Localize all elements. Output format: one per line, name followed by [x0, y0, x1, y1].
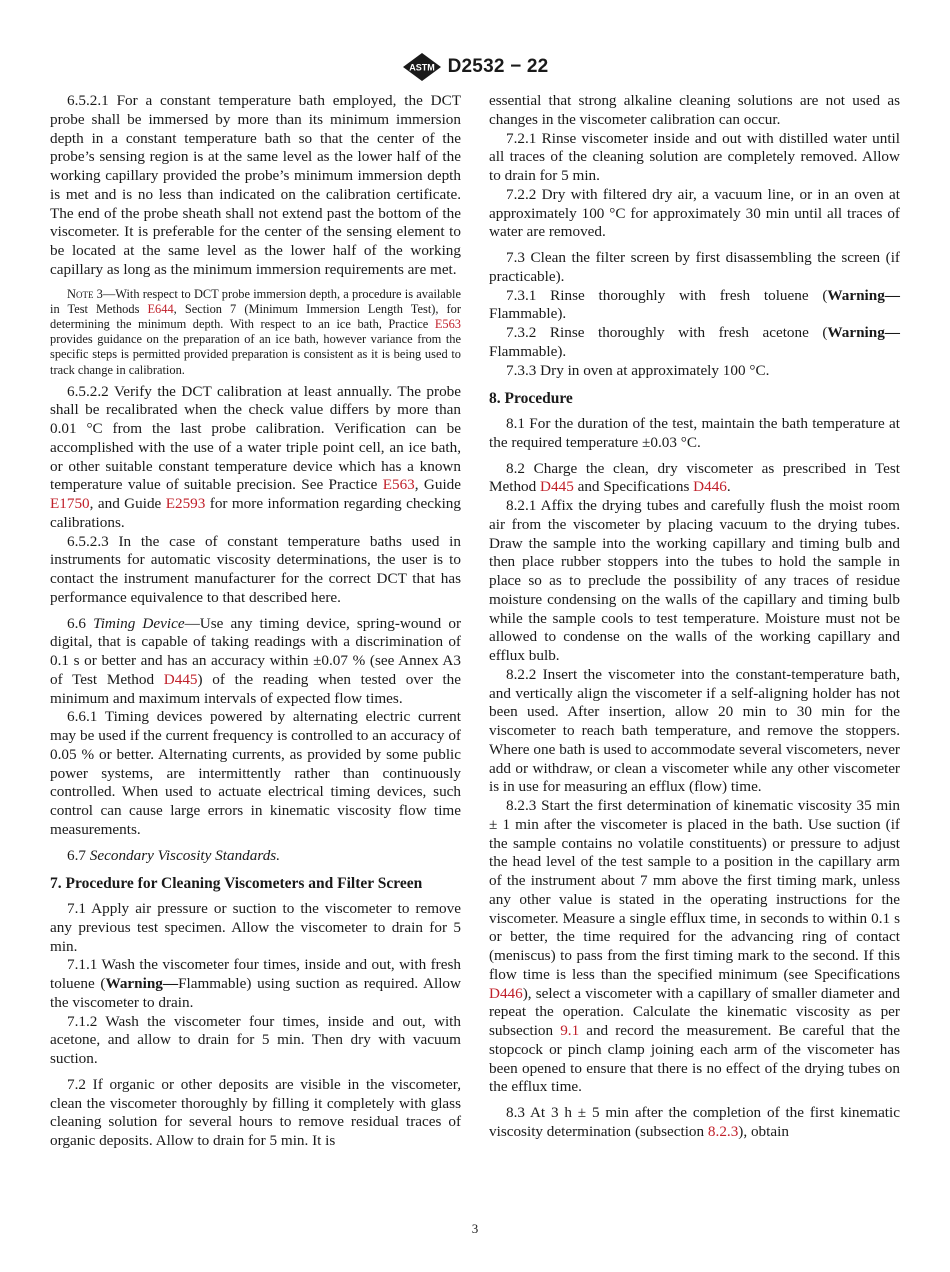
para-8-3: 8.3 At 3 h ± 5 min after the completion of the first kinematic viscosity determination (subsection 8.2.3), obtain	[489, 1104, 900, 1140]
para-8-2: 8.2 Charge the clean, dry viscometer as prescribed in Test Method D445 and Specifications D446.	[489, 459, 900, 496]
para-8-2-3: 8.2.3 Start the first determination of kinematic viscosity 35 min ± 1 min after the viscometer is placed in the bath. Use suction (if the sample contains no volatile constituents) or pressure to adjust the head level of the test sample to a position in the capillary arm of the instrument about 7 mm above the first timing mark, unless any other value is stated in the operating instructions for the viscometer. Measure a single efflux time, in seconds to within 0.1 s or better, the time required for the advancing ring of contact (meniscus) to pass from the first timing mark to the second. If this flow time is less than the specified minimum (see Specifications D446), select a viscometer with a capillary of smaller diameter and repeat the operation. Calculate the kinematic viscosity as per subsection 9.1 and record the measurement. Be careful that the stopcock or pinch clamp joining each arm of the viscometer has been opened to ensure that there is no effect of the drying tubes on the efflux time.	[489, 797, 900, 1096]
note-3: Note 3—With respect to DCT probe immersion depth, a procedure is available in Test Methods E644, Section 7 (Minimum Immersion Length Test), for determining the minimum depth. With respect to an ice bath, Practice E563 provides guidance on the preparation of an ice bath, however variance from the specific steps is permitted provided preparation is consistent as it is being used to track change in calibration.	[50, 286, 462, 377]
para-7-3-1: 7.3.1 Rinse thoroughly with fresh toluene (Warning—Flammable).	[489, 286, 900, 323]
ref-link-section-8-2-3[interactable]: 8.2.3	[707, 1122, 739, 1140]
ref-link-d446[interactable]: D446	[489, 984, 523, 1002]
section-8-heading: 8. Procedure	[489, 390, 573, 408]
para-7-1-2: 7.1.2 Wash the viscometer four times, inside and out, with acetone, and allow to drain for 5 min. Then dry with vacuum suction.	[50, 1012, 461, 1068]
ref-link-e644[interactable]: E644	[147, 301, 174, 316]
ref-link-d446[interactable]: D446	[693, 478, 727, 496]
warning-label: Warning—	[827, 324, 900, 341]
note-label: Note 3	[67, 286, 103, 301]
para-7-1-1: 7.1.1 Wash the viscometer four times, inside and out, with fresh toluene (Warning—Flammable) using suction as required. Allow the viscometer to drain.	[50, 956, 461, 1011]
standard-designation: D2532 − 22	[447, 56, 549, 77]
left-column	[50, 92, 461, 1151]
para-6-7: 6.7 Secondary Viscosity Standards.	[67, 846, 281, 864]
page-number: 3	[471, 1221, 479, 1236]
para-7-2-2: 7.2.2 Dry with filtered dry air, a vacuum line, or in an oven at approximately 100 °C for approximately 30 min until all traces of water are removed.	[489, 185, 900, 241]
para-7-2-continued: essential that strong alkaline cleaning solutions are not used as changes in the viscometer calibration can occur.	[489, 92, 900, 128]
para-6-6-1: 6.6.1 Timing devices powered by alternating electric current may be used if the current frequency is controlled to an accuracy of 0.05 % or better. Alternating currents, as provided by some public power systems, are intermittently rather than continuously controlled. When used to actuate electrical timing devices, such control can cause large errors in kinematic viscosity flow time measurements.	[50, 708, 461, 838]
ref-link-e563[interactable]: E563	[434, 316, 461, 331]
timing-device-title: Timing Device	[93, 614, 185, 632]
warning-label: Warning—	[105, 975, 179, 993]
para-7-2-1: 7.2.1 Rinse viscometer inside and out with distilled water until all traces of the cleaning solution are completely removed. Allow to drain for 5 min.	[489, 129, 900, 184]
secondary-standards-title: Secondary Viscosity Standards.	[89, 846, 281, 864]
para-7-3-3: 7.3.3 Dry in oven at approximately 100 °C.	[506, 361, 770, 379]
para-6-6: 6.6 Timing Device—Use any timing device, spring-wound or digital, that is capable of taking readings with a discrimination of 0.1 s or better and has an accuracy within ±0.07 % (see Annex A3 of Test Method D445) of the reading when tested over the minimum and maximum intervals of expected flow times.	[50, 614, 462, 707]
ref-link-e1750[interactable]: E1750	[50, 495, 90, 513]
astm-logo-icon	[402, 52, 442, 82]
para-6-5-2-3: 6.5.2.3 In the case of constant temperature baths used in instruments for automatic viscosity determinations, the user is to contact the instrument manufacturer for the correct DCT that has performance equivalence to that described here.	[50, 532, 461, 606]
right-column	[489, 92, 900, 1142]
para-7-3: 7.3 Clean the filter screen by first disassembling the screen (if practicable).	[489, 249, 900, 285]
para-8-1: 8.1 For the duration of the test, maintain the bath temperature at the required temperature ±0.03 °C.	[489, 415, 900, 451]
ref-link-e2593[interactable]: E2593	[165, 495, 206, 513]
ref-link-section-9-1[interactable]: 9.1	[560, 1022, 580, 1039]
ref-link-d445[interactable]: D445	[540, 478, 574, 496]
page-header	[0, 50, 950, 84]
para-8-2-2: 8.2.2 Insert the viscometer into the constant-temperature bath, and vertically align the viscometer if a self-aligning holder has not been used. After insertion, allow 20 min to 30 min for the viscometer to reach bath temperature, and remove the stoppers. Where one bath is used to accommodate several viscometers, never add or withdraw, or clean a viscometer while any other viscometer is in use for measuring an efflux (flow) time.	[489, 665, 900, 796]
section-7-heading: 7. Procedure for Cleaning Viscometers and Filter Screen	[50, 875, 423, 893]
para-7-3-2: 7.3.2 Rinse thoroughly with fresh acetone (Warning—Flammable).	[489, 324, 900, 360]
para-7-2: 7.2 If organic or other deposits are visible in the viscometer, clean the viscometer thoroughly by filling it completely with glass cleaning solution for several hours to remove residual traces of organic deposits. Allow to drain for 5 min. It is	[50, 1075, 461, 1150]
para-6-5-2-1: 6.5.2.1 For a constant temperature bath employed, the DCT probe shall be immersed by more than its minimum immersion depth in a constant temperature bath so that the center of the probe’s sensing region is at the same level as the lower half of the working capillary provided the probe’s minimum immersion depth is met and is no less than indicated on the calibration certificate. The end of the probe sheath shall not extend past the bottom of the viscometer. It is preferable for the center of the sensing element to be located at the same level as the lower half of the working capillary as long as the minimum immersion requirements are met.	[50, 92, 461, 278]
para-8-2-1: 8.2.1 Affix the drying tubes and carefully flush the moist room air from the viscometer by placing vacuum to the drying tubes. Draw the sample into the working capillary and timing bulb and then place rubber stoppers into the tubes to hold the sample in place so as to preclude the possibility of any traces of residue moisture condensing on the walls of the capillary and timing bulb while the sample cools to test temperature. Moisture must not be allowed to condense on the walls of the working capillary and efflux bulb.	[489, 497, 900, 664]
warning-label: Warning—	[827, 286, 900, 304]
para-7-1: 7.1 Apply air pressure or suction to the viscometer to remove any previous test specimen. Allow the viscometer to drain for 5 min.	[50, 900, 461, 955]
svg-text:ASTM: ASTM	[408, 62, 435, 73]
para-6-5-2-2: 6.5.2.2 Verify the DCT calibration at least annually. The probe shall be recalibrated when the check value differs by more than 0.01 °C from the last probe calibration. Verification can be accomplished with the use of a water triple point cell, an ice bath, or other suitable constant temperature device which has a known temperature value of suitable precision. See Practice E563, Guide E1750, and Guide E2593 for more information regarding checking calibrations.	[50, 382, 461, 531]
ref-link-d445[interactable]: D445	[163, 670, 198, 688]
ref-link-e563[interactable]: E563	[382, 476, 415, 494]
